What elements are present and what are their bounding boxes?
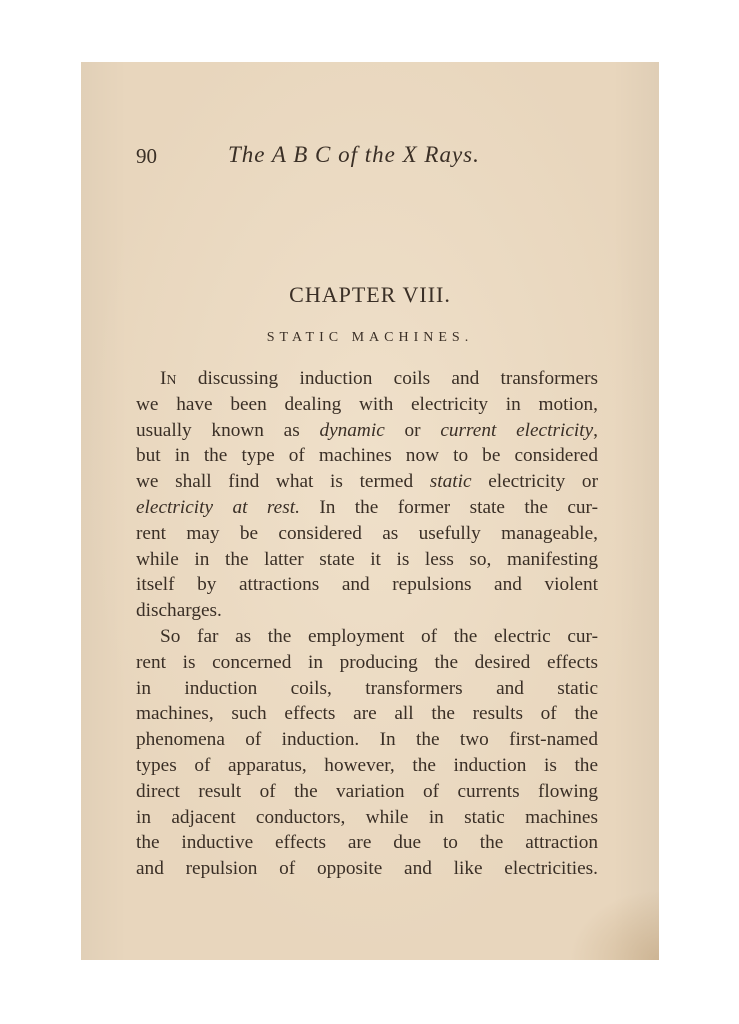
italic-term: static	[429, 471, 472, 493]
text-span: discussing induction coils and transformers	[176, 368, 598, 389]
text-line	[136, 495, 598, 521]
text-span: In the former state the cur-	[299, 496, 598, 518]
italic-term: dynamic	[319, 419, 385, 441]
text-span: ,	[593, 419, 598, 441]
text-line: we have been dealing with electricity in motion,	[136, 393, 598, 415]
text-line: in adjacent conductors, while in static machines	[136, 806, 598, 828]
text-line	[136, 418, 598, 444]
text-line: rent may be considered as usefully manageable,	[136, 522, 598, 544]
text-line	[136, 469, 598, 495]
text-span: we shall find what is termed	[136, 471, 430, 493]
drop-word: In	[160, 368, 177, 389]
text-line: while in the latter state it is less so, manifesting	[136, 548, 598, 570]
page-header	[136, 142, 604, 172]
text-line: itself by attractions and repulsions and violent	[136, 574, 598, 596]
text-span: usually known as	[136, 419, 320, 441]
running-title: The A B C of the X Rays.	[228, 142, 480, 167]
text-line: machines, such effects are all the results of the	[136, 703, 598, 725]
section-title: STATIC MACHINES.	[266, 330, 474, 345]
text-line: discharges.	[136, 600, 222, 622]
italic-term: current electricity	[440, 419, 594, 441]
text-line	[136, 366, 598, 392]
text-line: rent is concerned in producing the desired effects	[136, 651, 598, 673]
text-line: phenomena of induction. In the two first-named	[136, 729, 598, 751]
paragraph-2	[136, 624, 598, 882]
text-line: but in the type of machines now to be considered	[136, 445, 598, 467]
body-text	[136, 366, 598, 882]
italic-term: electricity at rest.	[136, 496, 300, 518]
text-line: direct result of the variation of currents flowing	[136, 780, 598, 802]
text-line: types of apparatus, however, the induction is the	[136, 754, 598, 776]
text-line: So far as the employment of the electric cur-	[160, 625, 598, 647]
paragraph-1	[136, 366, 598, 624]
page-number: 90	[136, 144, 157, 168]
text-line: and repulsion of opposite and like electricities.	[136, 858, 598, 880]
text-span: electricity or	[471, 471, 598, 493]
text-line: the inductive effects are due to the attraction	[136, 832, 598, 854]
page-corner-stain	[569, 890, 659, 960]
book-page	[81, 62, 659, 960]
text-span: or	[384, 419, 441, 441]
chapter-title: CHAPTER VIII.	[289, 282, 451, 307]
text-line: in induction coils, transformers and static	[136, 677, 598, 699]
